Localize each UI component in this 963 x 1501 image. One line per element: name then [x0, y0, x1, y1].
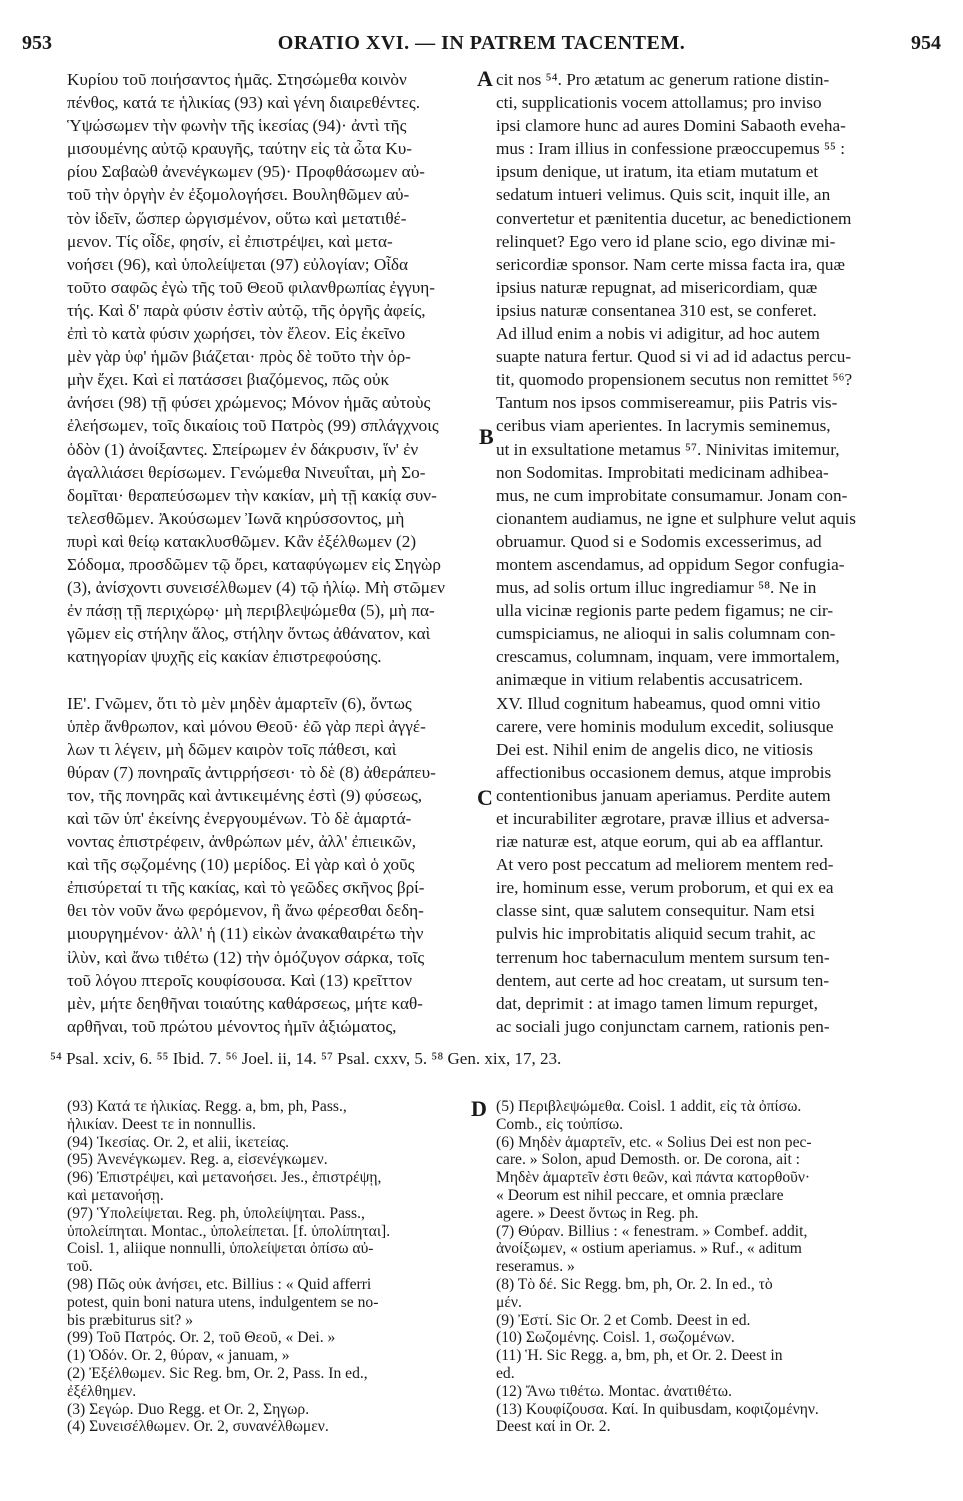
latin-text-line: cumspiciamus, ne alioqui in salis columnam con- — [496, 624, 836, 644]
latin-text-line: ac sociali jugo conjunctam carnem, rationis pen- — [496, 1016, 830, 1036]
greek-text-line: τοῦτο σαφῶς ἐγὼ τῆς τοῦ Θεοῦ φιλανθρωπίας ἐγγυη- — [67, 277, 435, 297]
footnote-line: (5) Περιβλεψώμεθα. Coisl. 1 addit, εἰς τὰ ὀπίσω. — [496, 1098, 802, 1115]
margin-marker-c: C — [477, 785, 493, 810]
latin-text-line: cionantem audiamus, ne igne et sulphure velut aquis — [496, 508, 856, 528]
page-number-left: 953 — [22, 32, 52, 54]
greek-text-line: τὸν ἰδεῖν, ὥσπερ ὠργισμένον, οὕτω καὶ μετατιθέ- — [67, 208, 407, 228]
latin-text-line: mus : Iram illius in confessione præoccupemus ⁵⁵ : — [496, 139, 845, 159]
latin-text-line: mus, ad solis ortum illuc ingrediamur ⁵⁸. Ne in — [496, 578, 817, 598]
footnote-line: potest, quin boni natura utens, indulgentem se no- — [67, 1293, 379, 1311]
latin-text-line: dentem, aut certe ad hoc creatam, ut sursum ten- — [496, 970, 830, 990]
footnote-line: (2) Ἐξέλθωμεν. Sic Reg. bm, Or. 2, Pass. In ed., — [67, 1364, 368, 1382]
running-title: ORATIO XVI. — IN PATREM TACENTEM. — [277, 32, 686, 54]
footnote-line: (12) Ἄνω τιθέτω. Montac. ἀνατιθέτω. — [496, 1382, 732, 1400]
footnote-line: (98) Πῶς οὐκ ἀνήσει, etc. Billius : « Quid afferri — [67, 1275, 372, 1293]
latin-text-line: dat, deprimit : at imago tamen limum repurget, — [496, 993, 818, 1013]
latin-text-line: ipsi clamore hunc ad aures Domini Sabaoth eveha- — [496, 116, 846, 136]
footnote-line: μέν. — [496, 1293, 522, 1311]
footnote-line: bis præbiturus sit? » — [67, 1311, 194, 1329]
greek-text-line: (3), ἀνίσχοντι συνεισέλθωμεν (4) τῷ ἡλίῳ. Μὴ στῶμεν — [67, 578, 445, 598]
greek-text-line: ἐλεήσωμεν, τοῖς δικαίοις τοῦ Πατρὸς (99) σπλάγχνοις — [67, 416, 439, 436]
footnote-line: (9) Ἐστί. Sic Or. 2 et Comb. Deest in ed. — [496, 1311, 751, 1329]
footnote-line: ed. — [496, 1364, 515, 1382]
footnote-line: agere. » Deest ὄντως in Reg. ph. — [496, 1204, 699, 1222]
footnote-line: (94) Ἱκεσίας. Or. 2, et alii, ἱκετείας. — [67, 1133, 290, 1151]
margin-marker-a: A — [477, 66, 493, 91]
latin-text-line: Dei est. Nihil enim de angelis dico, ne vitiosis — [496, 739, 813, 759]
footnote-line: Μηδὲν ἁμαρτεῖν ἐστι θεῶν, καὶ πάντα κατορθοῦν· — [496, 1169, 811, 1187]
footnote-line: Comb., εἰς τοὐπίσω. — [496, 1115, 624, 1133]
greek-text-line: ἐπὶ τὸ κατὰ φύσιν χωρήσει, τὸν ἔλεον. Εἰς ἐκεῖνο — [67, 324, 406, 344]
page-number-right: 954 — [911, 32, 941, 54]
greek-text-line: μὴν ἔχει. Καὶ εἰ πατάσσει βιαζόμενος, πῶς οὐκ — [67, 370, 390, 390]
greek-text-line: ὁδὸν (1) ἀνοίξαντες. Σπείρωμεν ἐν δάκρυσιν, ἵν' ἐν — [67, 439, 419, 459]
latin-text-line: pulvis hic improbitatis aliquid secum trahit, ac — [496, 924, 816, 944]
footnote-line: τοῦ. — [67, 1258, 93, 1276]
latin-text-line: montem ascendamus, ad oppidum Segor confugia- — [496, 554, 845, 574]
greek-text-line: πένθος, κατά τε ἡλικίας (93) καὶ γένη διαιρεθέντες. — [67, 93, 420, 113]
latin-text-line: Ad illud enim a nobis vi adigitur, ad hoc autem — [496, 324, 820, 344]
footnote-line: ἐξέλθημεν. — [67, 1382, 137, 1400]
latin-text-line: mus, ne cum improbitate consumamur. Jonam con- — [496, 485, 848, 505]
latin-text-line: riæ naturæ est, atque eorum, qui ab ea afflantur. — [496, 832, 824, 852]
footnotes-right-column — [496, 1098, 933, 1436]
greek-text-line: μενον. Τίς οἶδε, φησίν, εἰ ἐπιστρέψει, καὶ μετα- — [67, 231, 393, 251]
latin-text-line: crescamus, columnam, inquam, vere immortalem, — [496, 647, 840, 667]
latin-text-column — [496, 68, 933, 1038]
latin-text-line: sericordiæ sponsor. Nam certe missa facta ira, quæ — [496, 254, 845, 274]
greek-text-line: πυρὶ καὶ θείῳ κατακλυσθῶμεν. Κἂν ἐξέλθωμεν (2) — [67, 531, 417, 551]
greek-text-line: ρίου Σαβαὼθ ἀνενέγκωμεν (95)· Προφθάσωμεν αὐ- — [67, 162, 425, 182]
greek-text-line: ἐπισύρεταί τι τῆς κακίας, καὶ τὸ γεῶδες σκῆνος βρί- — [67, 878, 425, 898]
greek-text-line: ΙΕ'. Γνῶμεν, ὅτι τὸ μὲν μηδὲν ἁμαρτεῖν (6), ὄντως — [67, 693, 412, 713]
footnote-line: (4) Συνεισέλθωμεν. Or. 2, συνανέλθωμεν. — [67, 1418, 329, 1436]
latin-text-line: ipsius naturæ consentanea 310 est, se conferet. — [496, 300, 817, 320]
greek-text-line: αρθῆναι, τοῦ πρώτου μένοντος ἡμῖν ἀξιώματος, — [67, 1016, 397, 1036]
greek-text-line: ἀνήσει (98) τῇ φύσει χρώμενος; Μόνον ἡμᾶς αὐτοὺς — [67, 393, 431, 413]
latin-text-line: ipsius naturæ repugnat, ad misericordiam, quæ — [496, 277, 818, 297]
greek-text-line: τον, τῆς πονηρᾶς καὶ ἀντικειμένης ἐστὶ (9) φύσεως, — [67, 785, 423, 805]
margin-marker-d: D — [471, 1096, 487, 1121]
greek-text-line: καὶ τῶν ὑπ' ἐκείνης ἐνεργουμένων. Τὸ δὲ ἁμαρτά- — [67, 809, 412, 828]
latin-text-line: terrenum hoc tabernaculum mentem sursum ten- — [496, 947, 830, 967]
latin-text-line: obruamur. Quod si e Sodomis excesserimus, ad — [496, 531, 822, 551]
footnote-line: (96) Ἐπιστρέψει, καὶ μετανοήσει. Jes., ἐπιστρέψῃ, — [67, 1169, 382, 1187]
greek-text-line: Σόδομα, προσδῶμεν τῷ ὄρει, καταφύγωμεν εἰς Σηγὼρ — [67, 554, 441, 574]
greek-text-line: μισουμένης αὐτῷ κραυγῆς, ταύτην εἰς τὰ ὦτα Κυ- — [67, 139, 412, 159]
latin-text-line: ire, hominum esse, verum proborum, et qui ex ea — [496, 878, 834, 898]
latin-text-line: ceribus viam aperientes. In lacrymis seminemus, — [496, 416, 831, 436]
greek-text-line: γῶμεν εἰς στήλην ἅλος, στήλην ὄντως ἀθάνατον, καὶ — [67, 624, 431, 644]
footnotes-left-column — [67, 1098, 473, 1436]
latin-text-line: cit nos ⁵⁴. Pro ætatum ac generum ratione distin- — [496, 70, 830, 89]
latin-text-line: sedatum intueri velimus. Quis scit, inquit ille, an — [496, 185, 831, 205]
latin-text-line: convertetur et pænitentia ducetur, ac benedictionem — [496, 208, 852, 228]
footnote-line: (99) Τοῦ Πατρός. Or. 2, τοῦ Θεοῦ, « Dei. » — [67, 1329, 336, 1347]
footnote-line: (11) Ἡ. Sic Regg. a, bm, ph, et Or. 2. Deest in — [496, 1347, 783, 1365]
footnote-line: ἡλικίαν. Deest τε in nonnullis. — [67, 1115, 256, 1133]
footnote-line: (93) Κατά τε ἡλικίας. Regg. a, bm, ph, Pass., — [67, 1098, 347, 1115]
footnote-line: ὑπολείπηται. Montac., ὑπολείπεται. [f. ὑπολίπηται]. — [67, 1222, 391, 1240]
footnote-line: reseramus. » — [496, 1258, 575, 1276]
latin-text-line: affectionibus occasionem demus, atque improbis — [496, 762, 832, 782]
greek-text-line: τελεσθῶμεν. Ἀκούσωμεν Ἰωνᾶ κηρύσσοντος, μὴ — [67, 508, 405, 528]
greek-text-line: μὲν, μήτε δεηθῆναι τοιαύτης καθάρσεως, μήτε καθ- — [67, 993, 423, 1013]
greek-text-line: δομῖται· θεραπεύσωμεν τὴν κακίαν, μὴ τῇ κακίᾳ συν- — [67, 485, 437, 505]
latin-text-line: XV. Illud cognitum habeamus, quod omni vitio — [496, 693, 821, 713]
footnote-line: (10) Σωζομένης. Coisl. 1, σωζομένων. — [496, 1329, 735, 1347]
greek-text-line: λων τι λέγειν, μὴ δῶμεν καιρὸν τοῖς πάθεσι, καὶ — [67, 739, 397, 759]
latin-text-line: ut in exsultatione metamus ⁵⁷. Ninivitas imitemur, — [496, 439, 840, 459]
latin-text-line: contentionibus januam aperiamus. Perdite autem — [496, 785, 831, 805]
footnote-line: Deest καί in Or. 2. — [496, 1418, 611, 1436]
greek-text-line: τοῦ τὴν ὀργὴν ἐν ἐξομολογήσει. Βουληθῶμεν αὐ- — [67, 185, 410, 205]
footnote-line: Coisl. 1, aliique nonnulli, ὑπολείψεται ὀπίσω αὐ- — [67, 1240, 374, 1258]
latin-text-line: suapte natura fertur. Quod si vi ad id adactus percu- — [496, 347, 852, 367]
latin-text-line: classe sint, quæ salutem consequitur. Nam etsi — [496, 901, 815, 921]
margin-marker-b: B — [479, 424, 494, 449]
latin-text-line: At vero post peccatum ad meliorem mentem red- — [496, 855, 834, 875]
greek-text-line: θύραν (7) πονηραῖς ἀντιρρήσεσι· τὸ δὲ (8) ἀθεράπευ- — [67, 762, 436, 782]
scripture-references: ⁵⁴ Psal. xciv, 6. ⁵⁵ Ibid. 7. ⁵⁶ Joel. ii, 14. ⁵⁷ Psal. cxxv, 5. ⁵⁸ Gen. xix, 17, 23. — [50, 1049, 562, 1068]
greek-text-line: τής. Καὶ δ' παρὰ φύσιν ἐστὶν αὐτῷ, τῆς ὀργῆς ἀφείς, — [67, 300, 426, 320]
greek-text-line: μιουργημένον· ἀλλ' ἡ (11) εἰκὼν ἀνακαθαιρέτω τὴν — [67, 924, 424, 944]
footnote-line: (7) Θύραν. Billius : « fenestram. » Combef. addit, — [496, 1222, 808, 1240]
latin-text-line: Tantum nos ipsos commisereamur, piis Patris vis- — [496, 393, 838, 413]
greek-text-line: μὲν γὰρ ὑφ' ἡμῶν βιάζεται· πρὸς δὲ τοῦτο τὴν ὁρ- — [67, 347, 411, 367]
greek-text-line: Κυρίου τοῦ ποιήσαντος ἡμᾶς. Στησώμεθα κοινὸν — [67, 70, 407, 89]
footnote-line: (8) Τὸ δέ. Sic Regg. bm, ph, Or. 2. In ed., τὸ — [496, 1275, 773, 1293]
latin-text-line: tit, quomodo propensionem secutus non remittet ⁵⁶? — [496, 370, 853, 390]
greek-text-line: ἐν πάσῃ τῇ περιχώρῳ· μὴ περιβλεψώμεθα (5), μὴ πα- — [67, 601, 435, 621]
footnote-line: (13) Κουφίζουσα. Καί. In quibusdam, κοφιζομένην. — [496, 1400, 819, 1418]
footnote-line: « Deorum est nihil peccare, et omnia præclare — [496, 1186, 784, 1204]
footnote-line: (95) Ἀνενέγκωμεν. Reg. a, εἰσενέγκωμεν. — [67, 1151, 328, 1169]
footnote-line: (97) Ὑπολείψεται. Reg. ph, ὑπολείψηται. Pass., — [67, 1204, 365, 1222]
greek-text-line: νοήσει (96), καὶ ὑπολείψεται (97) εὐλογίαν; Οἶδα — [67, 254, 408, 274]
latin-text-line: ipsum denique, ut iratum, ita etiam mutatum et — [496, 162, 819, 182]
latin-text-line: relinquet? Ego vero id plane scio, ego divinæ mi- — [496, 231, 836, 251]
latin-text-line: carere, vere hominis modulum excedit, soliusque — [496, 716, 834, 736]
latin-text-line: et incurabiliter ægrotare, pravæ illius et adversa- — [496, 809, 830, 828]
latin-text-line: cti, supplicationis vocem attollamus; pro inviso — [496, 93, 822, 113]
greek-text-line: τοῦ λόγου πτεροῖς κουφίσουσα. Καὶ (13) κρεῖττον — [67, 970, 412, 990]
greek-text-line: νοντας ἐπιστρέφειν, ἀνθρώπων μέν, ἀλλ' ἐπιεικῶν, — [67, 832, 416, 852]
greek-text-line: καὶ τῆς σῳζομένης (10) μερίδος. Εἰ γὰρ καὶ ὁ χοῦς — [67, 855, 415, 875]
greek-text-line — [67, 668, 473, 691]
greek-text-column — [67, 68, 473, 1038]
latin-text-line: animæque in vitium relabentis accusatricem. — [496, 670, 803, 690]
footnote-line: ἀνοίξωμεν, « ostium aperiamus. » Ruf., « aditum — [496, 1240, 802, 1258]
latin-text-line: non Sodomitas. Improbitati medicinam adhibea- — [496, 462, 829, 482]
greek-text-line: κατηγορίαν ψυχῆς εἰς κακίαν ἐπιστρεφούσης. — [67, 647, 382, 667]
greek-text-line: ἀγαλλιάσει θερίσωμεν. Γενώμεθα Νινευΐται, μὴ Σο- — [67, 462, 426, 482]
footnote-line: καὶ μετανοήσῃ. — [67, 1186, 164, 1204]
latin-text-line: ulla vicinæ regionis parte pedem figamus; ne cir- — [496, 601, 834, 621]
footnote-line: (3) Σεγώρ. Duo Regg. et Or. 2, Σηγωρ. — [67, 1400, 310, 1418]
greek-text-line: ὑπὲρ ἄνθρωπον, καὶ μόνου Θεοῦ· ἐῶ γὰρ περὶ ἀγγέ- — [67, 716, 426, 736]
footnote-line: (1) Ὁδόν. Or. 2, θύραν, « januam, » — [67, 1347, 290, 1365]
footnote-line: care. » Solon, apud Demosth. or. De corona, ait : — [496, 1151, 801, 1169]
footnote-line: (6) Μηδὲν ἁμαρτεῖν, etc. « Solius Dei est non pec- — [496, 1133, 812, 1151]
page-header — [22, 32, 941, 56]
greek-text-line: Ὑψώσωμεν τὴν φωνὴν τῆς ἱκεσίας (94)· ἀντὶ τῆς — [67, 116, 407, 136]
greek-text-line: θει τὸν νοῦν ἄνω φερόμενον, ἢ ἄνω φέρεσθαι δεδη- — [67, 901, 424, 921]
greek-text-line: ἰλὺν, καὶ ἄνω τιθέτω (12) τὴν ὁμόζυγον σάρκα, τοῖς — [67, 947, 425, 967]
